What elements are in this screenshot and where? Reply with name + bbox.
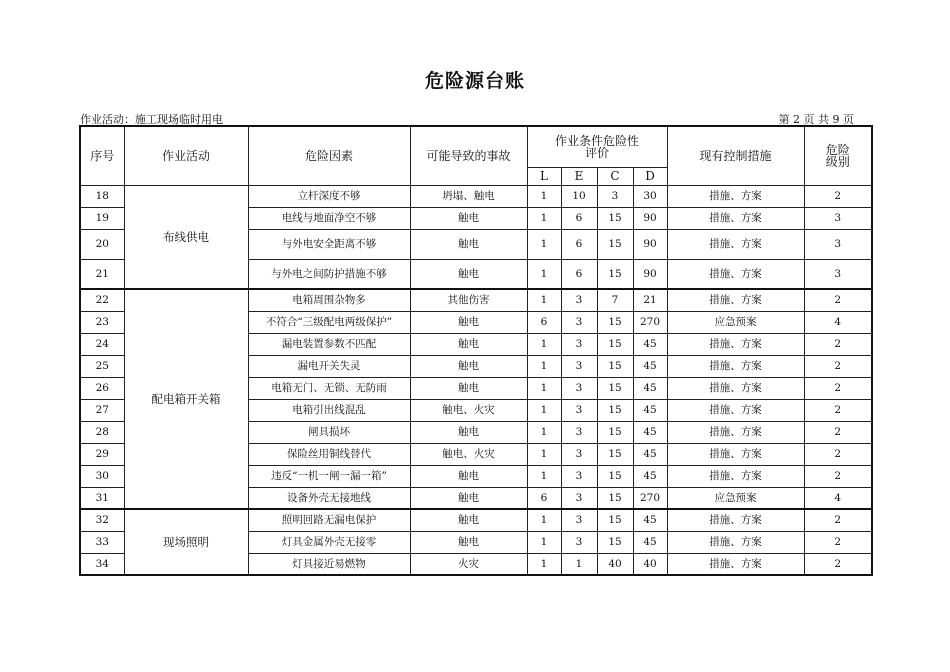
cell-accident: 触电 bbox=[410, 355, 527, 377]
cell-seq: 22 bbox=[80, 289, 124, 311]
cell-level: 3 bbox=[804, 229, 872, 259]
cell-control: 措施、方案 bbox=[667, 443, 804, 465]
cell-control: 措施、方案 bbox=[667, 259, 804, 289]
cell-c: 15 bbox=[597, 229, 633, 259]
header-level: 危险级别 bbox=[804, 126, 872, 185]
cell-d: 45 bbox=[633, 531, 667, 553]
cell-seq: 27 bbox=[80, 399, 124, 421]
cell-control: 措施、方案 bbox=[667, 553, 804, 575]
cell-factor: 与外电之间防护措施不够 bbox=[248, 259, 410, 289]
cell-level: 2 bbox=[804, 531, 872, 553]
cell-l: 1 bbox=[527, 333, 561, 355]
cell-factor: 设备外壳无接地线 bbox=[248, 487, 410, 509]
cell-c: 15 bbox=[597, 399, 633, 421]
cell-l: 1 bbox=[527, 443, 561, 465]
cell-control: 应急预案 bbox=[667, 311, 804, 333]
cell-c: 15 bbox=[597, 311, 633, 333]
cell-seq: 23 bbox=[80, 311, 124, 333]
cell-d: 40 bbox=[633, 553, 667, 575]
cell-level: 2 bbox=[804, 185, 872, 207]
cell-control: 措施、方案 bbox=[667, 421, 804, 443]
activity-group-cell: 现场照明 bbox=[124, 509, 248, 575]
cell-e: 1 bbox=[561, 553, 597, 575]
cell-accident: 触电 bbox=[410, 509, 527, 531]
cell-seq: 28 bbox=[80, 421, 124, 443]
cell-level: 4 bbox=[804, 311, 872, 333]
header-factor: 危险因素 bbox=[248, 126, 410, 185]
page-info: 第 2 页 共 9 页 bbox=[778, 113, 854, 126]
document-title: 危险源台账 bbox=[424, 70, 525, 92]
cell-c: 15 bbox=[597, 207, 633, 229]
cell-accident: 触电 bbox=[410, 311, 527, 333]
cell-accident: 触电、火灾 bbox=[410, 399, 527, 421]
cell-c: 15 bbox=[597, 421, 633, 443]
cell-control: 措施、方案 bbox=[667, 399, 804, 421]
cell-level: 3 bbox=[804, 207, 872, 229]
activity-group-cell: 布线供电 bbox=[124, 185, 248, 289]
cell-d: 270 bbox=[633, 311, 667, 333]
cell-l: 1 bbox=[527, 229, 561, 259]
cell-c: 15 bbox=[597, 531, 633, 553]
cell-seq: 30 bbox=[80, 465, 124, 487]
cell-level: 2 bbox=[804, 355, 872, 377]
cell-seq: 34 bbox=[80, 553, 124, 575]
cell-c: 15 bbox=[597, 355, 633, 377]
cell-factor: 闸具损坏 bbox=[248, 421, 410, 443]
cell-l: 1 bbox=[527, 399, 561, 421]
header-accident: 可能导致的事故 bbox=[410, 126, 527, 185]
hazard-ledger-table bbox=[79, 125, 873, 576]
cell-e: 6 bbox=[561, 207, 597, 229]
cell-e: 6 bbox=[561, 229, 597, 259]
cell-accident: 触电 bbox=[410, 207, 527, 229]
cell-seq: 32 bbox=[80, 509, 124, 531]
cell-e: 3 bbox=[561, 311, 597, 333]
header-activity: 作业活动 bbox=[124, 126, 248, 185]
header-e: E bbox=[561, 167, 597, 185]
cell-l: 1 bbox=[527, 553, 561, 575]
cell-c: 7 bbox=[597, 289, 633, 311]
header-d: D bbox=[633, 167, 667, 185]
cell-c: 3 bbox=[597, 185, 633, 207]
cell-control: 措施、方案 bbox=[667, 229, 804, 259]
cell-level: 2 bbox=[804, 289, 872, 311]
cell-l: 6 bbox=[527, 487, 561, 509]
cell-d: 45 bbox=[633, 399, 667, 421]
cell-d: 270 bbox=[633, 487, 667, 509]
cell-seq: 31 bbox=[80, 487, 124, 509]
cell-control: 应急预案 bbox=[667, 487, 804, 509]
cell-level: 2 bbox=[804, 465, 872, 487]
cell-factor: 灯具金属外壳无接零 bbox=[248, 531, 410, 553]
cell-level: 2 bbox=[804, 509, 872, 531]
cell-c: 15 bbox=[597, 509, 633, 531]
table-row bbox=[80, 289, 872, 311]
cell-seq: 29 bbox=[80, 443, 124, 465]
header-c: C bbox=[597, 167, 633, 185]
cell-d: 45 bbox=[633, 355, 667, 377]
cell-accident: 触电 bbox=[410, 465, 527, 487]
activity-group-cell: 配电箱开关箱 bbox=[124, 289, 248, 509]
header-l: L bbox=[527, 167, 561, 185]
cell-e: 3 bbox=[561, 487, 597, 509]
cell-e: 10 bbox=[561, 185, 597, 207]
cell-control: 措施、方案 bbox=[667, 207, 804, 229]
cell-l: 1 bbox=[527, 185, 561, 207]
cell-level: 2 bbox=[804, 421, 872, 443]
cell-d: 21 bbox=[633, 289, 667, 311]
cell-d: 45 bbox=[633, 465, 667, 487]
cell-e: 3 bbox=[561, 333, 597, 355]
cell-factor: 照明回路无漏电保护 bbox=[248, 509, 410, 531]
cell-seq: 33 bbox=[80, 531, 124, 553]
cell-e: 3 bbox=[561, 421, 597, 443]
cell-accident: 触电 bbox=[410, 377, 527, 399]
cell-c: 15 bbox=[597, 443, 633, 465]
cell-factor: 电箱周围杂物多 bbox=[248, 289, 410, 311]
cell-l: 1 bbox=[527, 355, 561, 377]
cell-d: 90 bbox=[633, 259, 667, 289]
cell-l: 1 bbox=[527, 465, 561, 487]
cell-l: 1 bbox=[527, 421, 561, 443]
cell-accident: 触电 bbox=[410, 259, 527, 289]
cell-factor: 立杆深度不够 bbox=[248, 185, 410, 207]
cell-l: 1 bbox=[527, 509, 561, 531]
cell-l: 1 bbox=[527, 207, 561, 229]
header-control: 现有控制措施 bbox=[667, 126, 804, 185]
cell-d: 90 bbox=[633, 229, 667, 259]
activity-line: 作业活动：施工现场临时用电 bbox=[80, 113, 223, 126]
table-row bbox=[80, 509, 872, 531]
cell-level: 4 bbox=[804, 487, 872, 509]
cell-accident: 触电 bbox=[410, 487, 527, 509]
cell-seq: 24 bbox=[80, 333, 124, 355]
cell-control: 措施、方案 bbox=[667, 465, 804, 487]
table-row bbox=[80, 185, 872, 207]
cell-control: 措施、方案 bbox=[667, 289, 804, 311]
cell-control: 措施、方案 bbox=[667, 531, 804, 553]
cell-e: 3 bbox=[561, 465, 597, 487]
header-eval: 作业条件危险性评价 bbox=[527, 126, 667, 167]
cell-e: 3 bbox=[561, 531, 597, 553]
cell-l: 1 bbox=[527, 259, 561, 289]
cell-factor: 违反“一机一闸一漏一箱” bbox=[248, 465, 410, 487]
cell-factor: 电箱引出线混乱 bbox=[248, 399, 410, 421]
cell-l: 6 bbox=[527, 311, 561, 333]
cell-d: 45 bbox=[633, 443, 667, 465]
cell-c: 15 bbox=[597, 487, 633, 509]
cell-e: 3 bbox=[561, 377, 597, 399]
cell-seq: 21 bbox=[80, 259, 124, 289]
cell-c: 15 bbox=[597, 333, 633, 355]
cell-factor: 电线与地面净空不够 bbox=[248, 207, 410, 229]
cell-control: 措施、方案 bbox=[667, 355, 804, 377]
cell-accident: 触电、火灾 bbox=[410, 443, 527, 465]
cell-factor: 与外电安全距离不够 bbox=[248, 229, 410, 259]
cell-d: 45 bbox=[633, 421, 667, 443]
cell-seq: 25 bbox=[80, 355, 124, 377]
cell-e: 6 bbox=[561, 259, 597, 289]
cell-l: 1 bbox=[527, 377, 561, 399]
cell-control: 措施、方案 bbox=[667, 509, 804, 531]
cell-level: 2 bbox=[804, 399, 872, 421]
cell-d: 90 bbox=[633, 207, 667, 229]
cell-e: 3 bbox=[561, 289, 597, 311]
cell-d: 45 bbox=[633, 377, 667, 399]
cell-accident: 火灾 bbox=[410, 553, 527, 575]
cell-l: 1 bbox=[527, 289, 561, 311]
cell-control: 措施、方案 bbox=[667, 185, 804, 207]
cell-c: 40 bbox=[597, 553, 633, 575]
cell-factor: 漏电开关失灵 bbox=[248, 355, 410, 377]
cell-factor: 灯具接近易燃物 bbox=[248, 553, 410, 575]
cell-seq: 26 bbox=[80, 377, 124, 399]
cell-seq: 18 bbox=[80, 185, 124, 207]
cell-l: 1 bbox=[527, 531, 561, 553]
cell-factor: 不符合“三级配电两级保护” bbox=[248, 311, 410, 333]
cell-control: 措施、方案 bbox=[667, 333, 804, 355]
cell-level: 3 bbox=[804, 259, 872, 289]
cell-accident: 触电 bbox=[410, 229, 527, 259]
cell-level: 2 bbox=[804, 553, 872, 575]
cell-d: 30 bbox=[633, 185, 667, 207]
cell-e: 3 bbox=[561, 399, 597, 421]
cell-level: 2 bbox=[804, 443, 872, 465]
cell-c: 15 bbox=[597, 377, 633, 399]
cell-level: 2 bbox=[804, 377, 872, 399]
cell-e: 3 bbox=[561, 443, 597, 465]
cell-e: 3 bbox=[561, 355, 597, 377]
cell-control: 措施、方案 bbox=[667, 377, 804, 399]
cell-factor: 电箱无门、无锁、无防雨 bbox=[248, 377, 410, 399]
cell-seq: 20 bbox=[80, 229, 124, 259]
header-seq: 序号 bbox=[80, 126, 124, 185]
cell-accident: 其他伤害 bbox=[410, 289, 527, 311]
cell-e: 3 bbox=[561, 509, 597, 531]
cell-c: 15 bbox=[597, 259, 633, 289]
cell-d: 45 bbox=[633, 333, 667, 355]
cell-factor: 保险丝用铜线替代 bbox=[248, 443, 410, 465]
cell-accident: 触电 bbox=[410, 531, 527, 553]
cell-c: 15 bbox=[597, 465, 633, 487]
cell-accident: 触电 bbox=[410, 333, 527, 355]
cell-d: 45 bbox=[633, 509, 667, 531]
cell-seq: 19 bbox=[80, 207, 124, 229]
cell-factor: 漏电装置参数不匹配 bbox=[248, 333, 410, 355]
cell-accident: 坍塌、触电 bbox=[410, 185, 527, 207]
ledger-body bbox=[80, 185, 872, 575]
cell-accident: 触电 bbox=[410, 421, 527, 443]
cell-level: 2 bbox=[804, 333, 872, 355]
